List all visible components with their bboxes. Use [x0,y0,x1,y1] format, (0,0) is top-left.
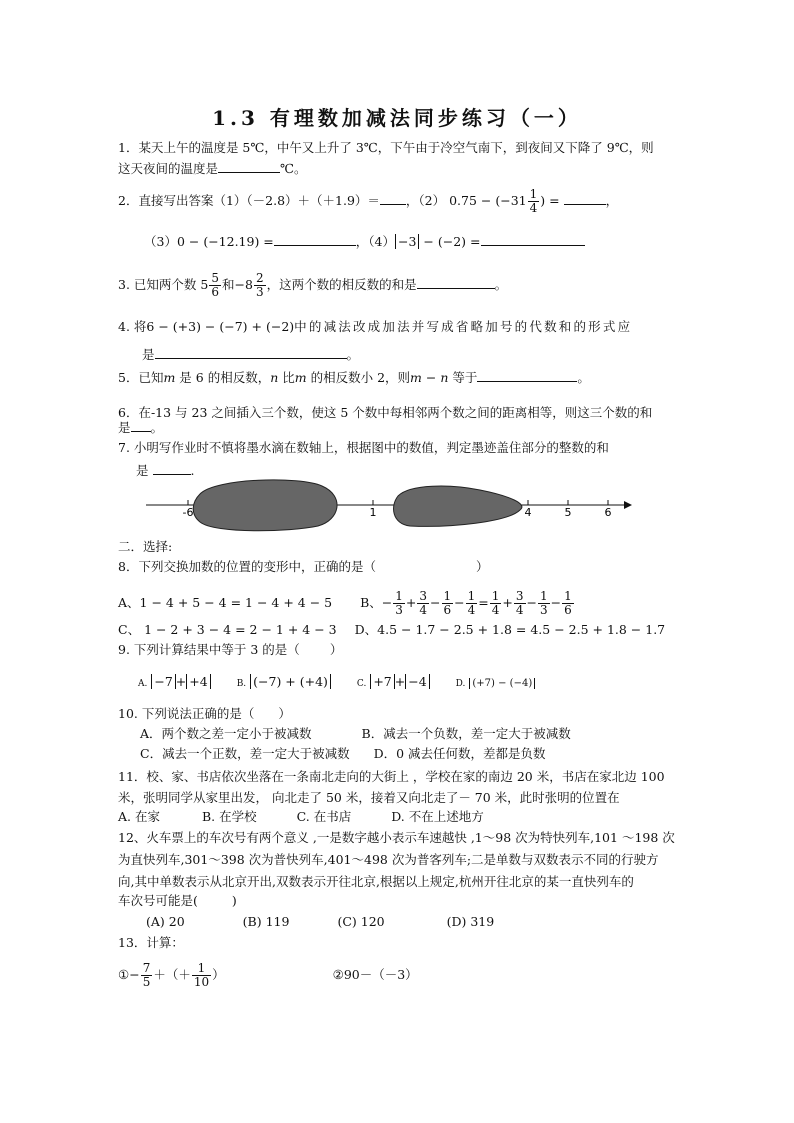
question-1-line-1: 1．某天上午的温度是 5℃，中午又上升了 3℃，下午由于冷空气南下，到夜间又下降了 9℃，则 [118,140,654,155]
question-5: 5．已知m 是 6 的相反数，n 比m 的相反数小 2，则m − n 等于 。 [118,370,590,385]
ink-blot-left [193,480,337,531]
operator: − [526,595,537,610]
arrow-head-icon [624,501,632,509]
question-6-line-2: 是 。 [118,420,164,435]
question-10: 10. 下列说法正确的是（ ） [118,706,291,721]
question-12-options [146,913,494,931]
option-b[interactable]: B．减去一个负数，差一定大于被减数 [361,726,571,741]
answer-blank[interactable] [417,276,495,289]
option-a[interactable]: A. 在家 [118,809,160,824]
option-c[interactable]: (C) 120 [337,914,385,929]
answer-blank[interactable] [153,462,191,475]
question-6-line-1: 6．在-13 与 23 之间插入三个数，使这 5 个数中每相邻两个数之间的距离相等，则这三个数的和 [118,405,653,420]
option-b[interactable]: (B) 119 [242,914,290,929]
page-title: 1.3 有理数加减法同步练习（一） [212,106,582,130]
tick-label: 6 [604,506,612,519]
tick-label: -6 [182,506,194,519]
ink-blot-right [394,486,522,526]
question-8-options-ab [118,590,575,617]
fraction: $\frac{1}{6}$ [564,589,572,617]
operator: − [454,595,465,610]
question-10-options-ab [140,725,571,743]
option-a[interactable]: (A) 20 [146,914,185,929]
option-b[interactable]: B. (−7) + (+4) [237,674,331,689]
question-13-parts [118,962,418,989]
operator: − [550,595,562,610]
answer-blank[interactable] [131,419,151,432]
question-9-options [138,673,535,693]
question-11-line-1: 11．校、家、书店依次坐落在一条南北走向的大街上 ，学校在家的南边 20 米，书店在家北边 100 [118,769,665,784]
answer-blank[interactable] [477,369,577,382]
fraction: $\frac{3}{4}$ [419,589,428,617]
question-11-options [118,808,484,826]
fraction: $\frac{1}{4}$ [467,589,476,617]
option-d[interactable]: (D) 319 [446,914,495,929]
math-expression: 0.75 − (−31 $\frac{1}{4}$ ) = [449,187,560,215]
option-b[interactable]: B、− $\frac{1}{3}$ + $\frac{3}{4}$ − $\frac{1}{6}$ − $\frac{1}{4}$ = $\frac{1}{4}$ + $\frac{3}{4}$ − $\frac{1}{3}$ − $\frac{1}{6}$ [360,595,575,610]
math-expression: 0 − (−12.19) = [176,234,274,249]
answer-blank[interactable] [155,346,347,359]
question-4-line-2: 是 。 [142,347,360,362]
option-c[interactable]: C. 在书店 [296,809,352,824]
fraction: $\frac{1}{3}$ [395,589,403,617]
option-a[interactable]: A．两个数之差一定小于被减数 [140,726,312,741]
option-c[interactable]: C．减去一个正数，差一定大于被减数 [140,746,350,761]
mixed-number: −8 $\frac{2}{3}$ [234,271,264,299]
option-d[interactable]: D. 不在上述地方 [391,809,484,824]
operator: + [502,595,513,610]
operator: − [430,595,441,610]
fraction: $\frac{3}{4}$ [515,589,524,617]
question-2-line-2: （3）0 − (−12.19) = ，（4） −3 − (−2) = [144,233,585,251]
answer-blank[interactable] [274,233,356,246]
question-12-line-3: 向,其中单数表示从北京开出,双数表示开往北京,根据以上规定,杭州开往北京的某一直快列车的 [118,874,634,889]
question-7-line-1: 7. 小明写作业时不慎将墨水滴在数轴上，根据图中的数值，判定墨迹盖住部分的整数的和 [118,440,609,455]
question-8-options-cd [118,621,665,639]
number-line-figure [0,478,794,538]
mixed-number: 5 $\frac{5}{6}$ [200,271,219,299]
question-10-options-cd [140,745,546,763]
question-12-line-4: 车次号可能是( ) [118,893,237,908]
question-11-line-2: 米，张明同学从家里出发， 向北走了 50 米，接着又向北走了－ 70 米，此时张明的位置在 [118,790,620,805]
math-expression: 6 − (+3) − (−7) + (−2) [146,319,295,334]
option-b[interactable]: B. 在学校 [201,809,257,824]
math-expression: −3 − (−2) = [395,234,481,249]
tick-label: 1 [369,506,377,519]
option-d[interactable]: D. (+7) − (−4) [456,674,536,689]
part-2: ②90－（－3） [332,967,418,982]
question-12-line-1: 12、火车票上的车次号有两个意义 ,一是数字越小表示车速越快 ,1～98 次为特快列车,101 ～198 次 [118,830,675,845]
question-4-line-1: 4. 将6 − (+3) − (−7) + (−2)中的减法改成加法并写成省略加号的代数和的形式应 [118,319,633,334]
part-1: ①− $\frac{7}{5}$ ＋（＋ $\frac{1}{10}$ ） [118,961,225,989]
section-heading: 二．选择: [118,539,173,554]
option-c[interactable]: C. +7 + −4 [357,674,430,689]
option-c[interactable]: C、 1 − 2 + 3 − 4 = 2 − 1 + 4 − 3 [118,622,337,637]
option-a[interactable]: A、1 − 4 + 5 − 4 = 1 − 4 + 4 − 5 [118,595,333,610]
answer-blank[interactable] [564,192,606,205]
operator: = [478,595,489,610]
question-1-line-2: 这天夜间的温度是 ℃。 [118,161,307,176]
answer-blank[interactable] [218,160,280,173]
question-7-line-2: 是 . [136,463,195,478]
tick-label: 4 [524,506,532,519]
question-3: 3. 已知两个数 5 $\frac{5}{6}$ 和−8 $\frac{2}{3}$ ，这两个数的相反数的和是 。 [118,271,508,299]
option-d[interactable]: D、4.5 − 1.7 − 2.5 + 1.8 = 4.5 − 2.5 + 1.8 − 1.7 [354,622,666,637]
operator: + [405,595,417,610]
option-a[interactable]: A. −7 + +4 [138,674,211,689]
fraction: $\frac{1}{4}$ [491,589,500,617]
question-12-line-2: 为直快列车,301～398 次为普快列车,401～498 次为普客列车;二是单数与双数表示不同的行驶方 [118,852,659,867]
question-9: 9. 下列计算结果中等于 3 的是（ ） [118,642,343,657]
question-8: 8．下列交换加数的位置的变形中，正确的是（ ） [118,559,489,574]
question-13: 13．计算： [118,935,184,950]
answer-blank[interactable] [481,233,585,246]
option-d[interactable]: D．0 减去任何数，差都是负数 [373,746,546,761]
answer-blank[interactable] [380,192,406,205]
fraction: $\frac{1}{3}$ [540,589,548,617]
question-2-line-1: 2．直接写出答案（1）（－2.8）＋（＋1.9）＝ ，（2） 0.75 − (−31 $\frac{1}{4}$ ) = ， [118,187,619,215]
tick-label: 5 [564,506,572,519]
fraction: $\frac{1}{6}$ [443,589,452,617]
